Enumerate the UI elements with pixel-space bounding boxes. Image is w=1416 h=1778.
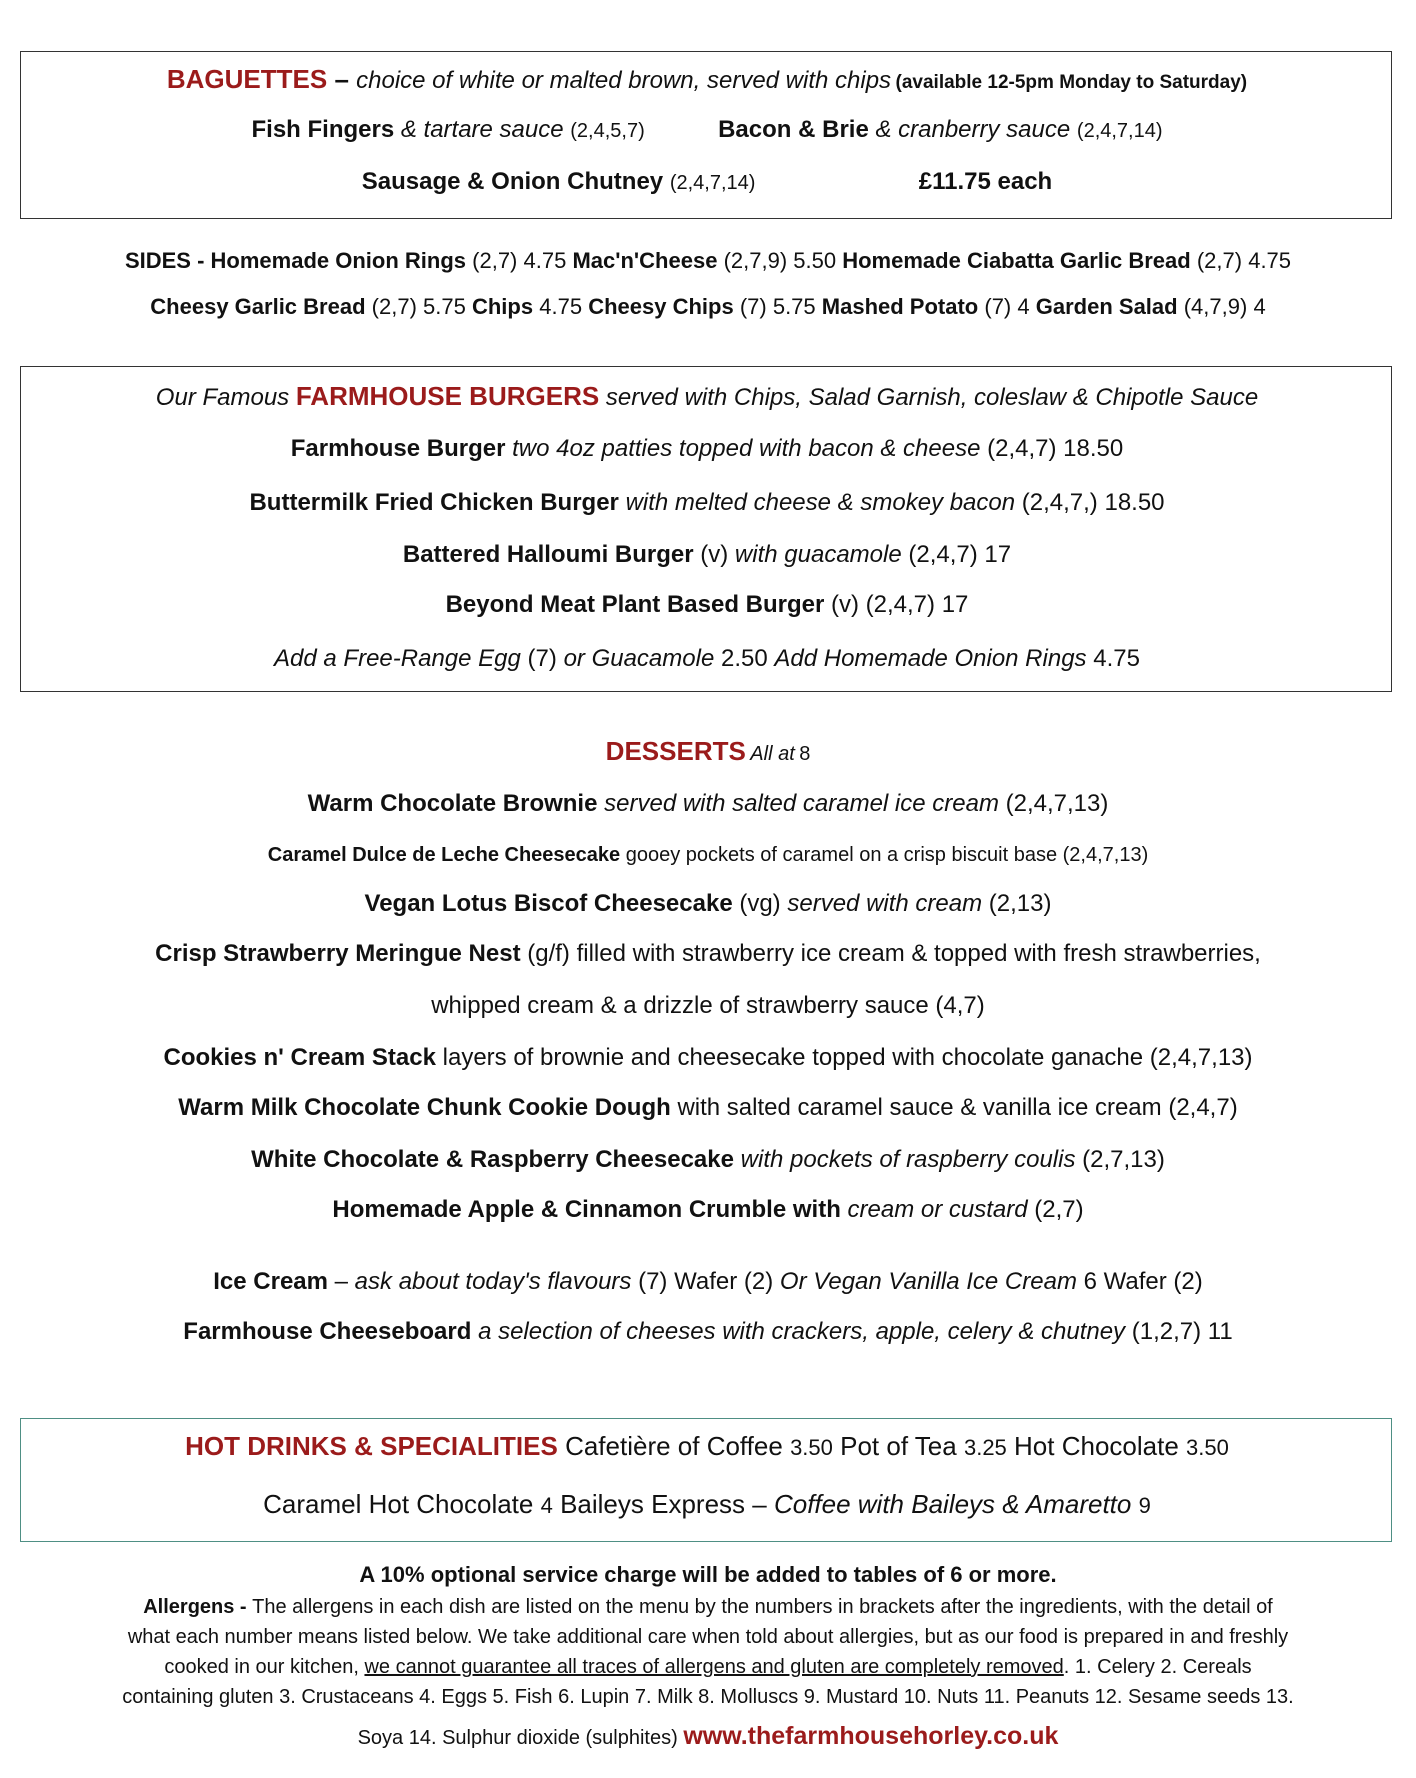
- allergens-text-1: The allergens in each dish are listed on the menu by the numbers in brackets after the ingredients, with the detail of: [252, 1596, 1273, 1618]
- icecream-dash: –: [327, 1268, 355, 1295]
- item-allergens: (4,7): [935, 992, 985, 1019]
- side-name: Mashed Potato: [821, 294, 979, 319]
- cheeseboard-line: [0, 1318, 1416, 1346]
- desserts-header: [0, 736, 1416, 767]
- item-allergens: (2,4,7,14): [1076, 120, 1163, 142]
- item-price: 18.50: [1104, 489, 1165, 516]
- cheeseboard-price: 11: [1207, 1318, 1233, 1345]
- burgers-intro-post: served with Chips, Salad Garnish, coleslaw & Chipotle Sauce: [599, 384, 1259, 411]
- item-price: 18.50: [1063, 435, 1124, 462]
- side-allergens: (2,7): [371, 294, 417, 319]
- side-allergens: (7): [984, 294, 1012, 319]
- item-allergens: (2,4,7): [865, 591, 936, 618]
- item-desc: layers of brownie and cheesecake topped with chocolate ganache: [442, 1044, 1144, 1071]
- drink-price: 4: [540, 1493, 553, 1518]
- icecream-vegan: Or Vegan Vanilla Ice Cream: [779, 1268, 1077, 1295]
- baguettes-title: BAGUETTES: [166, 64, 328, 94]
- side-name: Chips: [471, 294, 534, 319]
- allergens-line-5: [0, 1722, 1416, 1751]
- burger-item: [21, 435, 1393, 463]
- side-price: 4.75: [539, 294, 583, 319]
- item-desc: served with cream: [787, 890, 983, 917]
- side-allergens: (7): [739, 294, 767, 319]
- side-name: Mac'n'Cheese: [572, 248, 718, 273]
- side-allergens: (2,7): [1196, 248, 1243, 273]
- dessert-item: [0, 844, 1416, 867]
- burgers-box: [20, 366, 1392, 692]
- item-desc: served with salted caramel ice cream: [604, 790, 999, 817]
- addon-guacamole: or Guacamole: [563, 645, 715, 672]
- burgers-intro: Our Famous: [155, 384, 296, 411]
- hot-drinks-line-2: [21, 1489, 1393, 1520]
- website-link[interactable]: www.thefarmhousehorley.co.uk: [683, 1722, 1059, 1750]
- icecream-desc: ask about today's flavours: [354, 1268, 632, 1295]
- item-allergens: (2,4,7,13): [1062, 844, 1149, 866]
- icecream-name: Ice Cream: [213, 1268, 328, 1295]
- desserts-note: All at: [750, 743, 795, 765]
- baguettes-availability: (available 12-5pm Monday to Saturday): [895, 72, 1248, 93]
- dessert-item: [0, 890, 1416, 918]
- allergens-label: Allergens -: [143, 1596, 253, 1618]
- special-name: Baileys Express –: [560, 1489, 774, 1519]
- addon-egg-allergens: (7): [527, 645, 557, 672]
- dessert-item: [0, 1044, 1416, 1072]
- item-name: Sausage & Onion Chutney: [361, 168, 664, 195]
- item-desc: with guacamole: [734, 541, 902, 568]
- item-name: Buttermilk Fried Chicken Burger: [249, 489, 619, 516]
- item-tag: (vg): [739, 890, 781, 917]
- allergens-line-1: [0, 1596, 1416, 1619]
- item-allergens: (2,4,7): [908, 541, 978, 568]
- item-name: Farmhouse Burger: [290, 435, 506, 462]
- side-price: 4.75: [523, 248, 567, 273]
- side-price: 4.75: [1248, 248, 1292, 273]
- item-allergens: (2,4,7): [1168, 1094, 1238, 1121]
- item-desc: with pockets of raspberry coulis: [740, 1146, 1076, 1173]
- item-tag: (v): [831, 591, 859, 618]
- hot-drinks-title: HOT DRINKS & SPECIALITIES: [185, 1431, 558, 1461]
- side-name: Cheesy Chips: [588, 294, 734, 319]
- item-desc: whipped cream & a drizzle of strawberry sauce: [431, 992, 929, 1019]
- side-name: Homemade Onion Rings: [210, 248, 467, 273]
- item-allergens: (2,4,5,7): [570, 120, 645, 142]
- item-name: Warm Milk Chocolate Chunk Cookie Dough: [178, 1094, 671, 1121]
- side-name: Homemade Ciabatta Garlic Bread: [842, 248, 1191, 273]
- drink-price: 3.25: [963, 1435, 1007, 1460]
- allergens-text-5: Soya 14. Sulphur dioxide (sulphites): [357, 1727, 684, 1749]
- allergens-line-4: containing gluten 3. Crustaceans 4. Eggs 5. Fish 6. Lupin 7. Milk 8. Molluscs 9. Mustard 10. Nuts 11. Peanuts 12. Sesame seeds 13.: [122, 1686, 1294, 1708]
- side-name: Garden Salad: [1035, 294, 1178, 319]
- item-name: Homemade Apple & Cinnamon Crumble with: [332, 1196, 841, 1223]
- icecream-wafer: Wafer (2): [674, 1268, 774, 1295]
- desserts-title: DESSERTS: [605, 736, 746, 766]
- drink-name: Cafetière of Coffee: [565, 1431, 783, 1461]
- item-allergens: (2,7,13): [1082, 1146, 1165, 1173]
- dessert-item: [0, 1196, 1416, 1224]
- addon-onion-rings: Add Homemade Onion Rings: [774, 645, 1087, 672]
- item-name: Fish Fingers: [251, 116, 395, 143]
- side-allergens: (2,7,9): [723, 248, 788, 273]
- allergens-text-3: cooked in our kitchen,: [164, 1656, 365, 1678]
- dessert-item: [0, 1094, 1416, 1122]
- item-desc: with melted cheese & smokey bacon: [625, 489, 1016, 516]
- hot-drinks-box: [20, 1418, 1392, 1542]
- baguettes-desc: choice of white or malted brown, served with chips: [356, 67, 892, 94]
- side-price: 5.50: [793, 248, 837, 273]
- baguettes-header: [21, 64, 1393, 95]
- side-price: 4: [1253, 294, 1266, 319]
- dessert-item-cont: [0, 992, 1416, 1020]
- baguettes-row-1: [21, 116, 1393, 144]
- side-allergens: (2,7): [472, 248, 518, 273]
- item-name: Vegan Lotus Biscof Cheesecake: [364, 890, 733, 917]
- allergens-line-2: what each number means listed below. We take additional care when told about allergies, but as our food is prepared in and freshly: [127, 1626, 1289, 1648]
- baguettes-dash: –: [327, 64, 357, 94]
- item-name: Cookies n' Cream Stack: [163, 1044, 436, 1071]
- item-name: Beyond Meat Plant Based Burger: [445, 591, 825, 618]
- item-desc: with salted caramel sauce & vanilla ice cream: [677, 1094, 1162, 1121]
- item-name: Warm Chocolate Brownie: [307, 790, 598, 817]
- burgers-title: FARMHOUSE BURGERS: [295, 381, 600, 411]
- sides-label: SIDES -: [124, 248, 211, 273]
- ice-cream-line: [0, 1268, 1416, 1296]
- icecream-allergens: (7): [638, 1268, 668, 1295]
- item-allergens: (2,4,7,): [1021, 489, 1098, 516]
- cheeseboard-name: Farmhouse Cheeseboard: [183, 1318, 472, 1345]
- hot-drinks-line-1: [21, 1431, 1393, 1462]
- item-allergens: (2,4,7,13): [1149, 1044, 1253, 1071]
- item-allergens: (2,4,7,13): [1005, 790, 1109, 817]
- item-desc: gooey pockets of caramel on a crisp biscuit base: [625, 844, 1058, 866]
- item-price: 17: [941, 591, 969, 618]
- item-name: Caramel Dulce de Leche Cheesecake: [267, 844, 621, 866]
- special-price: 9: [1138, 1493, 1151, 1518]
- drink-name: Caramel Hot Chocolate: [263, 1489, 534, 1519]
- addon-egg: Add a Free-Range Egg: [274, 645, 521, 672]
- cheeseboard-allergens: (1,2,7): [1131, 1318, 1202, 1345]
- item-name: Crisp Strawberry Meringue Nest: [155, 940, 521, 967]
- item-tag: (v): [700, 541, 729, 568]
- item-price: 17: [984, 541, 1012, 568]
- desserts-price: 8: [799, 743, 811, 765]
- item-desc: filled with strawberry ice cream & topped with fresh strawberries,: [576, 940, 1261, 967]
- burger-addons: [21, 645, 1393, 673]
- dessert-item: [0, 790, 1416, 818]
- sides-line-2: [0, 294, 1416, 320]
- item-allergens: (2,13): [988, 890, 1052, 917]
- side-name: Cheesy Garlic Bread: [150, 294, 366, 319]
- drink-name: Hot Chocolate: [1014, 1431, 1179, 1461]
- item-name: White Chocolate & Raspberry Cheesecake: [251, 1146, 734, 1173]
- baguettes-price: £11.75 each: [918, 168, 1053, 195]
- drink-price: 3.50: [790, 1435, 833, 1460]
- burger-item: [21, 489, 1393, 517]
- burger-item: [21, 591, 1393, 619]
- addon-guacamole-price: 2.50: [720, 645, 768, 672]
- burgers-header: [21, 381, 1393, 412]
- side-price: 5.75: [423, 294, 466, 319]
- icecream-wafer-2: Wafer (2): [1103, 1268, 1203, 1295]
- sides-line-1: [0, 248, 1416, 274]
- special-desc: Coffee with Baileys & Amaretto: [773, 1489, 1132, 1519]
- icecream-vegan-price: 6: [1083, 1268, 1097, 1295]
- item-tag: (g/f): [527, 940, 570, 967]
- item-allergens: (2,4,7): [987, 435, 1057, 462]
- side-price: 4: [1017, 294, 1030, 319]
- side-price: 5.75: [772, 294, 816, 319]
- item-desc: & cranberry sauce: [875, 116, 1071, 143]
- item-desc: cream or custard: [847, 1196, 1028, 1223]
- cheeseboard-desc: a selection of cheeses with crackers, apple, celery & chutney: [478, 1318, 1126, 1345]
- allergens-disclaimer: we cannot guarantee all traces of allergens and gluten are completely removed: [364, 1656, 1064, 1678]
- drink-name: Pot of Tea: [840, 1431, 957, 1461]
- drink-price: 3.50: [1186, 1435, 1229, 1460]
- service-charge-note: A 10% optional service charge will be added to tables of 6 or more.: [359, 1562, 1057, 1587]
- item-allergens: (2,4,7,14): [669, 172, 756, 194]
- allergens-line-3: [0, 1656, 1416, 1679]
- item-desc: two 4oz patties topped with bacon & cheese: [512, 435, 981, 462]
- item-desc: & tartare sauce: [400, 116, 564, 143]
- dessert-item: [0, 1146, 1416, 1174]
- item-allergens: (2,7): [1034, 1196, 1084, 1223]
- allergens-text-3b: . 1. Celery 2. Cereals: [1063, 1656, 1252, 1678]
- burger-item: [21, 541, 1393, 569]
- dessert-item: [0, 940, 1416, 968]
- baguettes-row-2: [21, 168, 1393, 196]
- item-name: Battered Halloumi Burger: [402, 541, 694, 568]
- baguettes-box: [20, 51, 1392, 219]
- side-allergens: (4,7,9): [1183, 294, 1248, 319]
- item-name: Bacon & Brie: [718, 116, 869, 143]
- addon-onion-rings-price: 4.75: [1093, 645, 1140, 672]
